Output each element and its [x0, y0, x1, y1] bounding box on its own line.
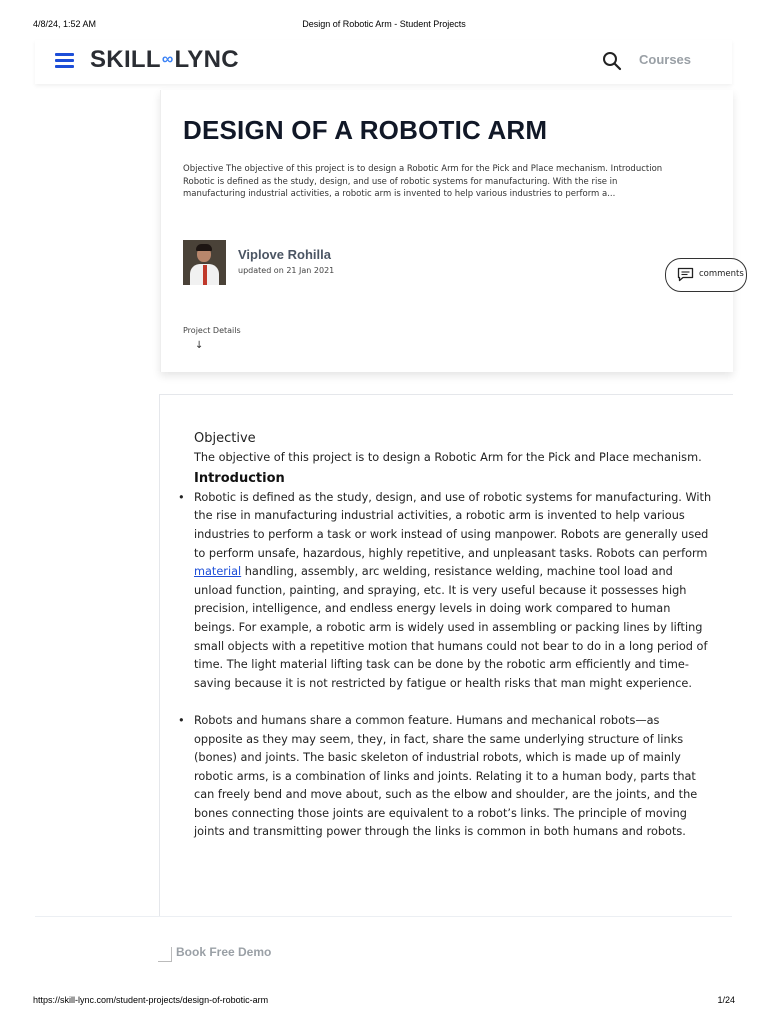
logo-infinity-icon: ∞ — [161, 51, 174, 68]
hamburger-menu-icon[interactable] — [55, 53, 74, 68]
list-item-line: industries to perform a task or work instead of using manpower. Robots are generally used — [194, 527, 709, 541]
list-item-line: small objects with a repetitive motion that humans could not bear to do in a long period of — [194, 639, 708, 653]
description-line: Objective The objective of this project is to design a Robotic Arm for the Pick and Place mechanism. Introduction — [183, 164, 663, 174]
list-item — [178, 712, 733, 842]
author-avatar[interactable] — [183, 240, 226, 285]
bullet-icon: • — [178, 490, 185, 504]
top-navbar — [35, 40, 732, 84]
comments-label: comments — [699, 269, 744, 279]
list-item-line — [194, 563, 733, 582]
project-details-label[interactable]: Project Details — [183, 326, 241, 335]
list-spacer — [194, 693, 733, 712]
list-item-line: precision, intelligence, and endless energy levels in doing work compared to human — [194, 602, 671, 616]
skill-lync-logo[interactable] — [90, 46, 239, 74]
introduction-list — [178, 489, 733, 842]
list-item-line: Robotic is defined as the study, design, and use of robotic systems for manufacturing. With — [194, 490, 712, 504]
list-item-line: the rise in manufacturing industrial activities, a robotic arm is invented to help various — [194, 509, 685, 523]
list-item-line: joints and transmitting power through the links is common in both humans and robots. — [194, 825, 686, 839]
courses-link[interactable]: Courses — [639, 52, 692, 67]
list-item-text: handling, assembly, arc welding, resistance welding, machine tool load and — [241, 565, 673, 579]
project-header-card — [160, 90, 744, 372]
arrow-down-icon[interactable]: ↓ — [195, 340, 204, 351]
project-description — [183, 163, 743, 201]
logo-text-left: SKILL — [90, 46, 161, 73]
list-item — [178, 489, 733, 694]
comments-button[interactable] — [665, 258, 747, 292]
objective-text: The objective of this project is to design a Robotic Arm for the Pick and Place mechanism. — [194, 450, 702, 464]
list-item-line: (bones) and joints. The basic skeleton of industrial robots, which is made up of mainly — [194, 751, 681, 765]
list-item-line: to perform unsafe, hazardous, highly repetitive, and unpleasant tasks. Robots can perform — [194, 546, 708, 560]
search-icon[interactable] — [602, 51, 622, 71]
bottom-divider — [35, 916, 732, 917]
updated-date: updated on 21 Jan 2021 — [238, 266, 335, 275]
list-item-line: can freely bend and move about, such as the elbow and shoulder, are the joints, and the — [194, 788, 698, 802]
list-item-line: unload function, painting, and spraying, etc. It is very useful because it possesses high — [194, 583, 687, 597]
bullet-icon: • — [178, 713, 185, 727]
book-free-demo-button[interactable]: Book Free Demo — [176, 945, 272, 959]
list-item-line: saving because it is not restricted by fatigue or health risks that man might experience. — [194, 676, 692, 690]
list-item-line: beings. For example, a robotic arm is widely used in assembling or packing lines by lifting — [194, 620, 703, 634]
description-line: manufacturing industrial activities, a robotic arm is invented to help various industries to perform a... — [183, 189, 616, 199]
print-page-number: 1/24 — [717, 995, 735, 1005]
list-item-line: bones connecting those joints are equivalent to a robot’s links. The principle of moving — [194, 806, 687, 820]
objective-heading: Objective — [194, 431, 256, 446]
project-title: DESIGN OF A ROBOTIC ARM — [183, 115, 548, 145]
list-item-line: opposite as they may seem, they, in fact, share the same underlying structure of links — [194, 732, 684, 746]
description-line: Robotic is defined as the study, design, and use of robotic systems for manufacturing. With the rise in — [183, 176, 618, 187]
list-item-line: Robots and humans share a common feature. Humans and mechanical robots—as — [194, 713, 660, 727]
list-item-line: robotic arms, is a combination of links and joints. Relating it to a human body, parts that — [194, 769, 696, 783]
list-item-line: time. The light material lifting task can be done by the robotic arm efficiently and time- — [194, 658, 689, 672]
project-content — [159, 394, 733, 917]
introduction-heading: Introduction — [194, 471, 285, 487]
demo-decoration — [158, 947, 172, 962]
print-header — [0, 19, 768, 31]
print-url: https://skill-lync.com/student-projects/design-of-robotic-arm — [33, 995, 269, 1005]
print-page-title: Design of Robotic Arm - Student Projects — [302, 19, 466, 29]
print-datetime: 4/8/24, 1:52 AM — [33, 19, 97, 29]
author-name[interactable]: Viplove Rohilla — [238, 247, 331, 262]
comment-icon — [677, 267, 694, 282]
logo-text-right: LYNC — [174, 46, 239, 73]
material-link[interactable]: material — [194, 565, 242, 579]
